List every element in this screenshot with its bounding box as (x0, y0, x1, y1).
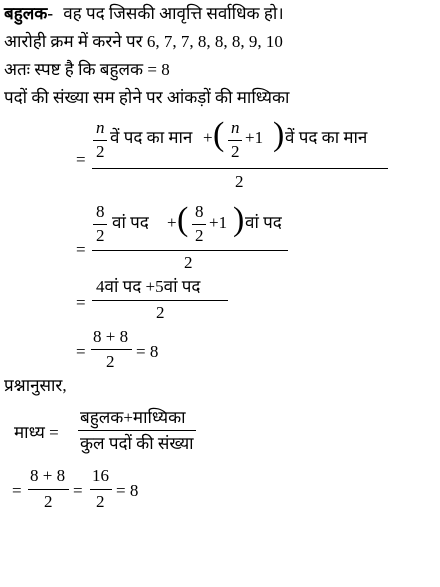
step2-two-2: 2 (195, 226, 204, 245)
step4-bar (91, 349, 132, 350)
step1-main-bar (92, 168, 388, 169)
final-num2: 16 (92, 466, 109, 485)
step3-denominator: 2 (156, 303, 165, 322)
final-num1: 8 + 8 (30, 466, 66, 485)
step2-main-bar (92, 250, 288, 251)
step1-plus1: +1 (245, 128, 264, 147)
step1-n-over-2-bar (93, 140, 107, 141)
mean-bar (78, 430, 196, 431)
step3-bar (92, 300, 228, 301)
step4-result: = 8 (136, 342, 159, 361)
mean-denominator: कुल पदों की संख्या (80, 434, 194, 453)
step1-n: n (96, 118, 105, 137)
step2-eight-2: 8 (195, 202, 204, 221)
step2-plus1: +1 (209, 213, 228, 232)
according-to-question-line: प्रश्नानुसार, (4, 376, 67, 395)
final-den2: 2 (96, 492, 105, 511)
final-result: = 8 (116, 481, 139, 500)
step1-inner-bar (228, 140, 242, 141)
final-den1: 2 (44, 492, 53, 511)
final-bar2 (90, 489, 112, 490)
step1-two: 2 (96, 142, 105, 161)
step1-term-word-a: वें पद का मान (110, 128, 193, 147)
step2-two: 2 (96, 226, 105, 245)
step1-two-2: 2 (231, 142, 240, 161)
step2-term-word-b: वां पद (245, 213, 282, 232)
final-bar1 (28, 489, 69, 490)
step2-frac-bar (93, 224, 107, 225)
mode-definition-text: वह पद जिसकी आवृत्ति सर्वाधिक हो। (63, 4, 284, 23)
step2-denominator: 2 (184, 253, 193, 272)
mode-definition (4, 4, 284, 24)
final-mid-equals: = (73, 481, 83, 500)
step4-numerator: 8 + 8 (93, 327, 129, 346)
left-paren: ( (177, 201, 189, 238)
step4-denominator: 2 (106, 352, 115, 371)
left-paren: ( (213, 116, 225, 153)
step3-equals: = (76, 293, 86, 312)
mode-label: बहुलक- (4, 4, 53, 23)
final-equals: = (12, 481, 22, 500)
step1-term-word-b: वें पद का मान (285, 128, 368, 147)
step1-denominator: 2 (235, 172, 244, 191)
step2-eight: 8 (96, 202, 105, 221)
median-intro-line: पदों की संख्या सम होने पर आंकड़ों की माध्यिका (4, 88, 290, 107)
step4-equals: = (76, 342, 86, 361)
step2-equals: = (76, 240, 86, 259)
mean-numerator: बहुलक+माध्यिका (80, 408, 186, 427)
step2-inner-bar (192, 224, 206, 225)
step3-numerator: 4वां पद +5वां पद (96, 277, 201, 296)
step1-plus: + (203, 128, 213, 147)
mode-result-line: अतः स्पष्ट है कि बहुलक = 8 (4, 60, 170, 79)
mean-label: माध्य = (14, 423, 59, 442)
step1-equals: = (76, 150, 86, 169)
step2-term-word-a: वां पद (112, 213, 149, 232)
step2-plus: + (167, 213, 177, 232)
right-paren: ) (273, 116, 285, 153)
ascending-order-line: आरोही क्रम में करने पर 6, 7, 7, 8, 8, 8, 9, 10 (4, 32, 283, 51)
right-paren: ) (233, 201, 245, 238)
step1-n-2: n (231, 118, 240, 137)
